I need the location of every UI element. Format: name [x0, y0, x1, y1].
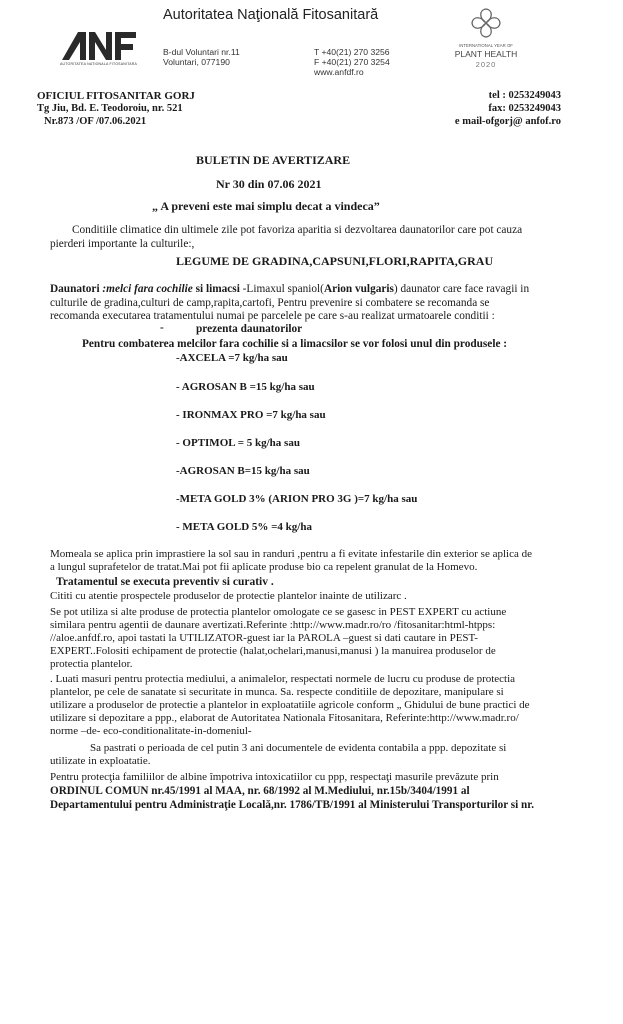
pests-italic: :melci fara cochilie [99, 283, 193, 295]
office-email[interactable]: e mail-ofgorj@ anfof.ro [454, 116, 561, 127]
pests-and: si limacsi [192, 283, 240, 295]
product-item: - META GOLD 5% =4 kg/ha [176, 521, 312, 533]
office-tel: tel : 0253249043 [488, 90, 561, 101]
condition-text: prezenta daunatorilor [196, 323, 303, 335]
measures-line2: plantelor, pe cele de sanatate si securitate in munca. Sa. respecte conditiile de depozitare, manipulare si [50, 686, 504, 698]
office-address: Tg Jiu, Bd. E. Teodoroiu, nr. 521 [37, 103, 183, 114]
address-line1: B-dul Voluntari nr.11 [163, 47, 240, 57]
product-item: -AXCELA =7 kg/ha sau [176, 352, 288, 364]
badge-line3: 2020 [475, 60, 497, 69]
pests-line1-rest: -Limaxul spaniol( [239, 283, 324, 295]
intro-line2: pierderi importante la culturile:, [50, 238, 195, 250]
anf-logo [60, 28, 138, 68]
badge-line2: PLANT HEALTH [454, 49, 518, 59]
pest-expert-line1: Se pot utiliza si alte produse de protectia plantelor omologate ce se gasesc in PEST EXPERT cu actiune [50, 606, 507, 618]
bees-line1: Pentru protecţia familiilor de albine împotriva intoxicatiilor cu ppp, respectaţi masurile prevăzute prin [50, 771, 499, 783]
phone: T +40(21) 270 3256 [314, 47, 390, 57]
measures-line4: utilizare si depozitare a ppp., elaborat de Autoritatea Nationala Fitosanitara, Referinte:http://www.madr.ro/ [50, 712, 519, 724]
bulletin-motto: „ A preveni este mai simplu decat a vindeca” [152, 199, 380, 213]
plant-health-logo-icon [471, 8, 501, 38]
preventive-note: Tratamentul se executa preventiv si curativ . [56, 576, 274, 588]
crops-list: LEGUME DE GRADINA,CAPSUNI,FLORI,RAPITA,GRAU [176, 254, 494, 268]
products-intro: Pentru combaterea melcilor fara cochilie si a limacsilor se vor folosi unul din produsele : [82, 338, 508, 350]
pests-species: Arion vulgaris [323, 283, 394, 295]
pest-expert-line5: protectia plantelor. [50, 658, 133, 670]
measures-line3: utilizare a produselor de protectie a plantelor in exploatatiile agricole conform „ Ghidului de bune practici de [50, 699, 530, 711]
intro-line1: Conditiile climatice din ultimele zile pot favoriza aparitia si dezvoltarea daunatorilor care pot cauza [72, 224, 523, 236]
plant-health-badge [446, 8, 526, 80]
product-item: -META GOLD 3% (ARION PRO 3G )=7 kg/ha sau [176, 493, 418, 505]
pests-label: Daunatori [50, 283, 100, 295]
bees-line2: ORDINUL COMUN nr.45/1991 al MAA, nr. 68/1992 al M.Mediului, nr.15b/3404/1991 al [50, 785, 470, 797]
application-line2: a lungul suprafetelor de tratat.Mai pot fii aplicate produse bio ca repelent granulat de la Homevo. [50, 561, 478, 573]
pests-line1-end: ) daunator care face ravagii in [393, 283, 530, 295]
pest-expert-line4: EXPERT..Folositi echipament de protectie (halat,ochelari,manusi,manusi ) la manuirea produselor de [50, 645, 496, 657]
pests-line2: culturile de gradina,culturi de camp,rapita,cartofi, Pentru prevenire si combatere se recomanda se [50, 297, 490, 309]
condition-dash: - [160, 322, 164, 334]
bulletin-title: BULETIN DE AVERTIZARE [196, 153, 351, 167]
pest-expert-line3: //aloe.anfdf.ro, apoi tastati la UTILIZATOR-guest iar la PAROLA –guest si dati cautare in PEST- [50, 632, 478, 644]
pests-line3: recomanda executarea tratamentului numai pe parcelele pe care s-au realizat urmatoarele conditii : [50, 310, 495, 322]
document-number: Nr.873 /OF /07.06.2021 [44, 116, 147, 127]
org-name: Autoritatea Naţională Fitosanitară [163, 7, 379, 23]
address-line2: Voluntari, 077190 [163, 57, 230, 67]
measures-line1: . Luati masuri pentru protectia mediului, a animalelor, respectati normele de lucru cu produse de protectia [50, 673, 516, 685]
application-line1: Momeala se aplica prin imprastiere la sol sau in randuri ,pentru a fi evitate infestarile din exterior se aplica de [50, 548, 532, 560]
bees-line3: Departamentului pentru Administraţie Locală,nr. 1786/TB/1991 al Ministerului Transporturilor si nr. [50, 799, 534, 811]
logo-subtext: AUTORITATEA NATIONALA FITOSANITARA [60, 62, 138, 66]
keep-line2: utilizate in exploatatie. [50, 755, 151, 767]
pest-expert-line2: similara pentru agentii de daunare avertizati.Referinte :http://www.madr.ro/ro /fitosanitar:html-htpps: [50, 619, 496, 631]
product-item: - OPTIMOL = 5 kg/ha sau [176, 437, 300, 449]
product-item: - IRONMAX PRO =7 kg/ha sau [176, 409, 326, 421]
office-name: OFICIUL FITOSANITAR GORJ [37, 90, 195, 102]
fax: F +40(21) 270 3254 [314, 57, 390, 67]
office-fax: fax: 0253249043 [488, 103, 561, 114]
product-item: -AGROSAN B=15 kg/ha sau [176, 465, 310, 477]
product-item: - AGROSAN B =15 kg/ha sau [176, 381, 315, 393]
read-instructions: Cititi cu atentie prospectele produselor de protectie plantelor inainte de utilizarc . [50, 590, 407, 602]
pests-line1 [50, 283, 529, 295]
measures-line5: norme –de- eco-conditionalitate-in-domeniul- [50, 725, 252, 737]
badge-line1: INTERNATIONAL YEAR OF [459, 43, 513, 48]
website[interactable]: www.anfdf.ro [314, 67, 364, 77]
keep-line1: Sa pastrati o perioada de cel putin 3 ani documentele de evidenta contabila a ppp. depozitate si [90, 742, 507, 754]
bulletin-number: Nr 30 din 07.06 2021 [216, 177, 322, 191]
